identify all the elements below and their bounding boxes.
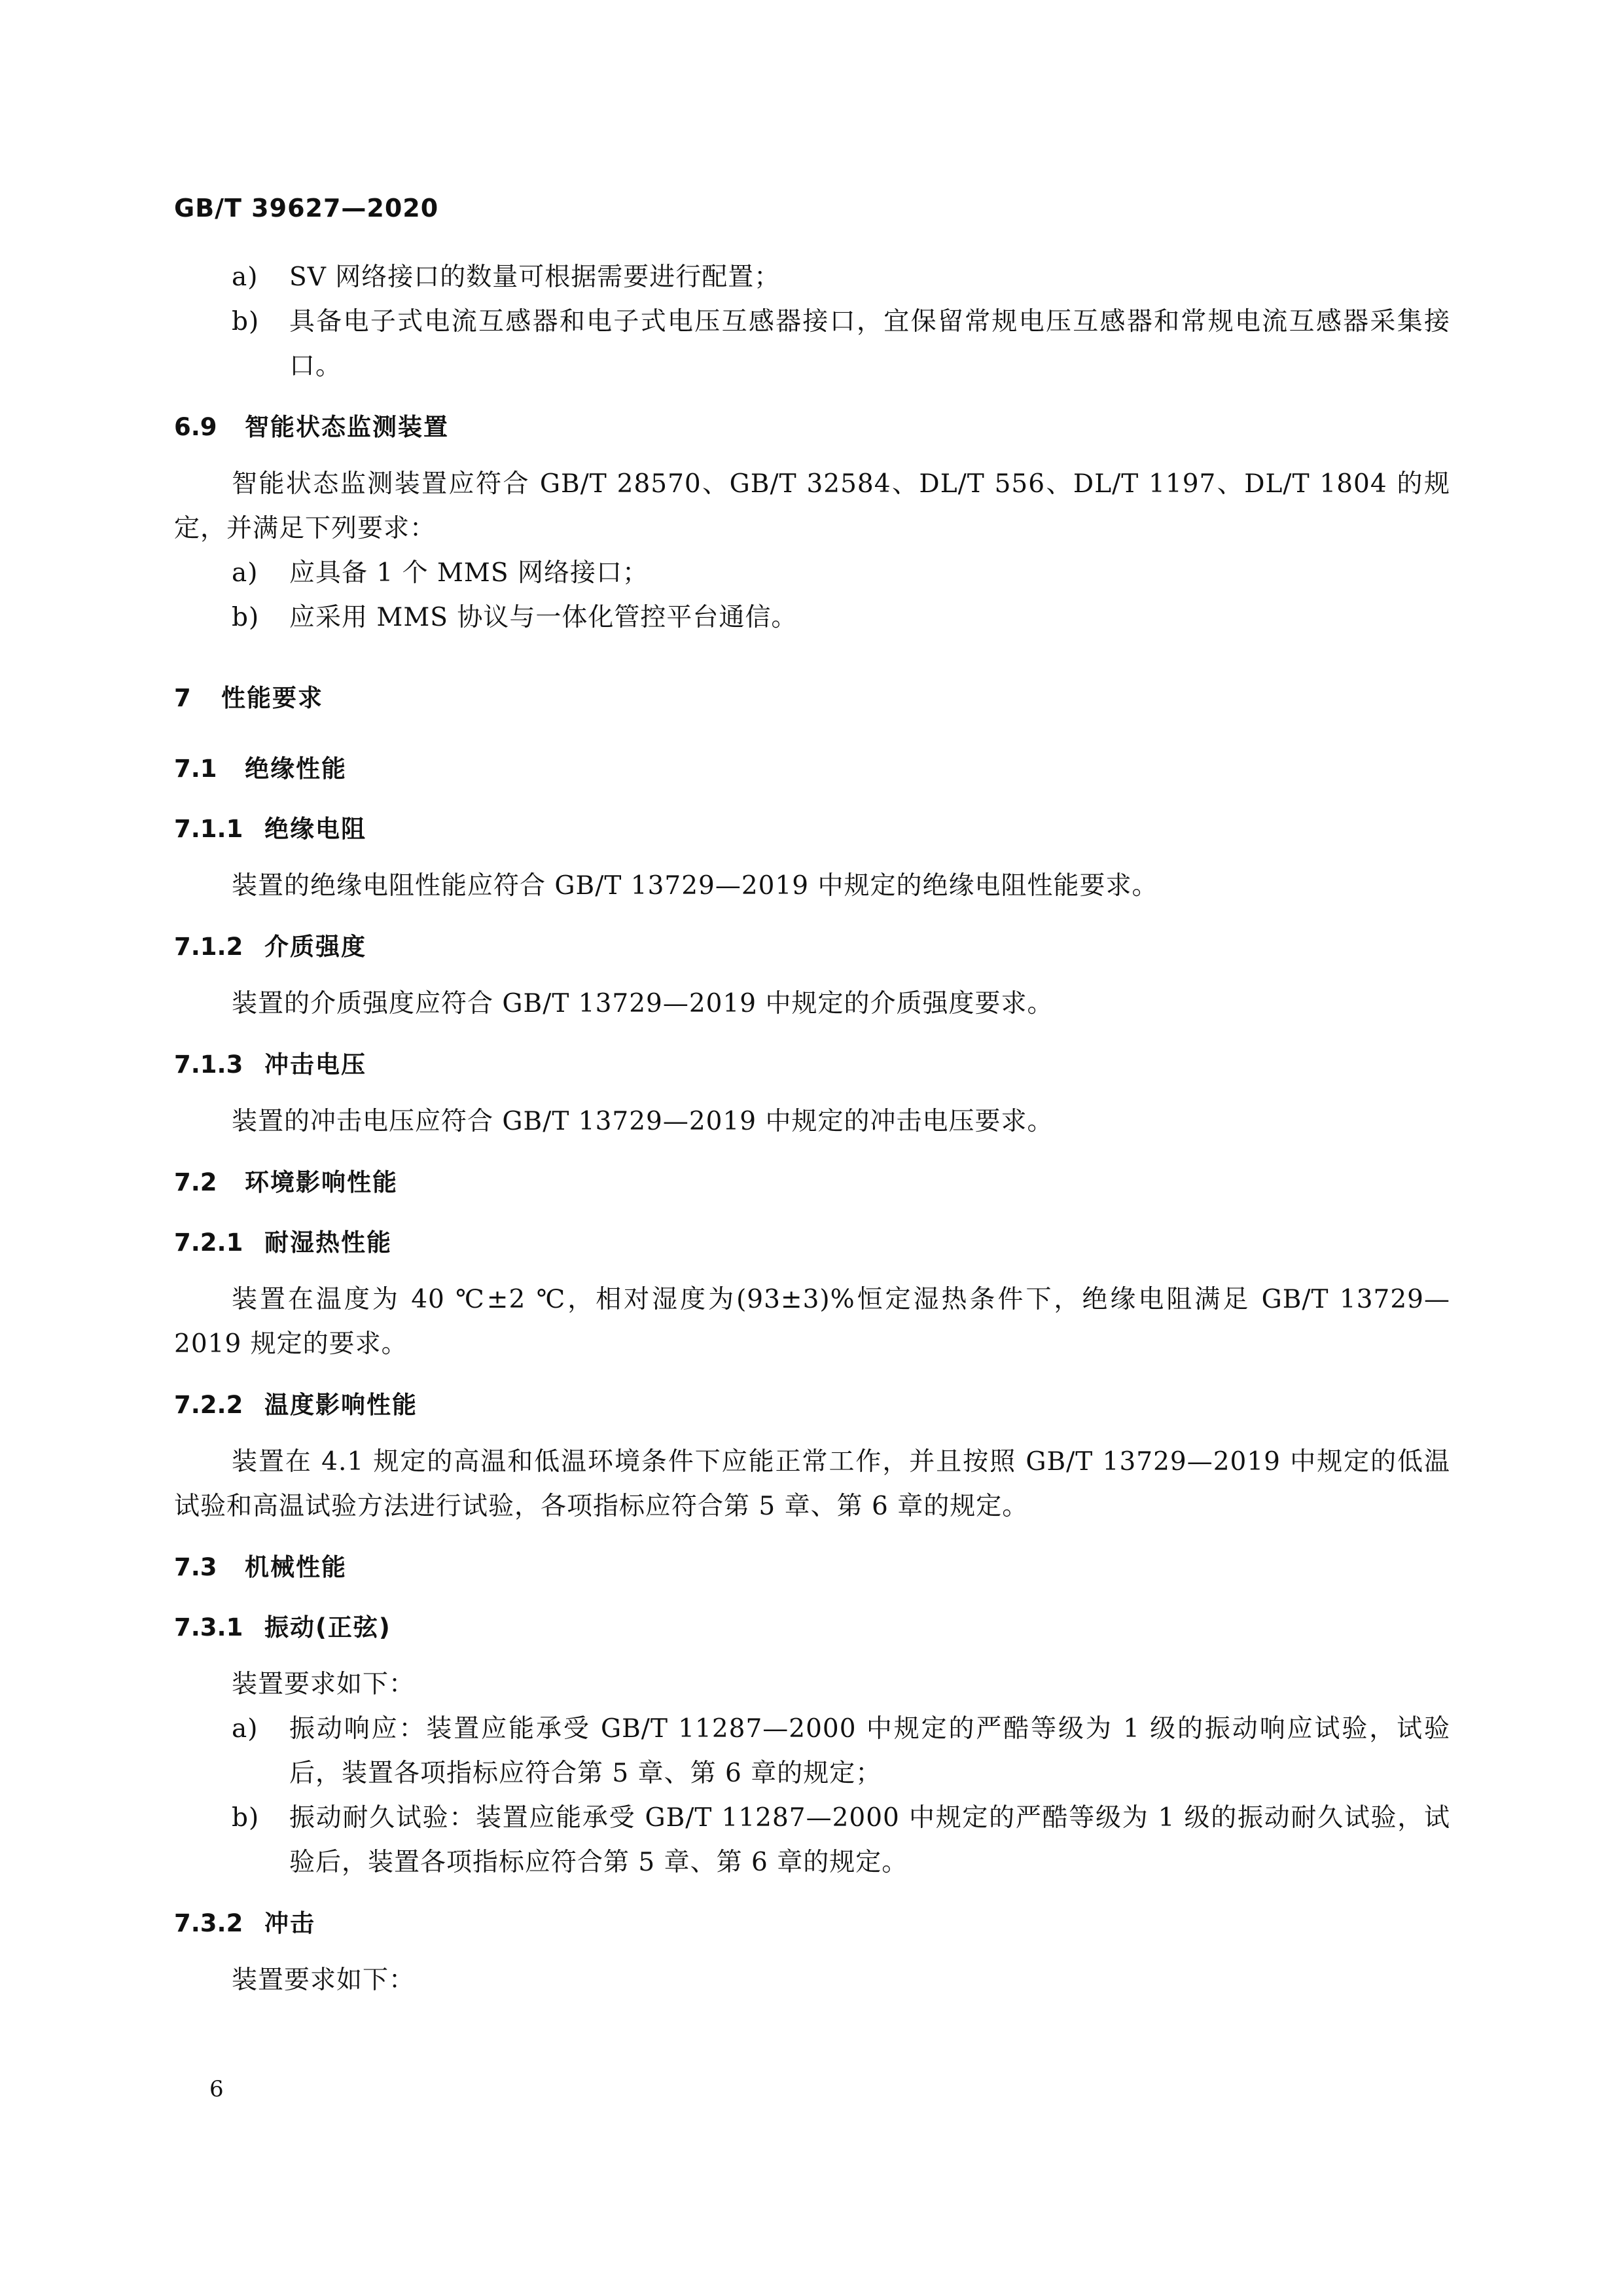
section-heading — [174, 1907, 1450, 1940]
paragraph: 装置要求如下： — [232, 1670, 416, 1699]
list-item — [174, 300, 1450, 389]
list-marker: b) — [232, 603, 260, 632]
list-item — [174, 596, 1450, 640]
section-number: 7 — [174, 684, 191, 712]
list-item-text: 应具备 1 个 MMS 网络接口； — [289, 558, 649, 588]
paragraph: 装置的绝缘电阻性能应符合 GB/T 13729—2019 中规定的绝缘电阻性能要求。 — [232, 871, 1158, 901]
section-title: 冲击 — [264, 1909, 315, 1937]
section-heading — [174, 753, 1450, 785]
section-number: 7.1.1 — [174, 815, 243, 843]
list-marker: a) — [232, 262, 259, 292]
list-item-text: 振动响应：装置应能承受 GB/T 11287—2000 中规定的严酷等级为 1 级的振动响应试验，试验后，装置各项指标应符合第 5 章、第 6 章的规定； — [289, 1714, 1450, 1788]
section-heading — [174, 931, 1450, 963]
section-heading — [174, 1166, 1450, 1199]
list-item — [174, 1707, 1450, 1796]
list-item-text: 应采用 MMS 协议与一体化管控平台通信。 — [289, 603, 798, 632]
list-item — [174, 255, 1450, 300]
section-title: 智能状态监测装置 — [245, 413, 449, 441]
paragraph: 装置的冲击电压应符合 GB/T 13729—2019 中规定的冲击电压要求。 — [232, 1107, 1054, 1136]
section-title: 性能要求 — [221, 684, 323, 712]
list-item-text: 具备电子式电流互感器和电子式电压互感器接口，宜保留常规电压互感器和常规电流互感器采集接口。 — [289, 307, 1450, 381]
section-number: 7.2.2 — [174, 1391, 243, 1419]
section-number: 7.2 — [174, 1168, 217, 1196]
section-number: 7.2.1 — [174, 1229, 243, 1257]
paragraph: 装置在温度为 40 ℃±2 ℃，相对湿度为(93±3)%恒定湿热条件下，绝缘电阻满足 GB/T 13729—2019 规定的要求。 — [174, 1285, 1450, 1359]
section-heading — [174, 1389, 1450, 1422]
section-number: 7.3.1 — [174, 1613, 243, 1641]
list-marker: a) — [232, 558, 259, 588]
document-code: GB/T 39627—2020 — [174, 194, 439, 223]
list-marker: b) — [232, 1803, 260, 1833]
paragraph: 装置要求如下： — [232, 1965, 416, 1995]
paragraph: 智能状态监测装置应符合 GB/T 28570、GB/T 32584、DL/T 556、DL/T 1197、DL/T 1804 的规定，并满足下列要求： — [174, 469, 1450, 543]
section-heading — [174, 1611, 1450, 1644]
list-item — [174, 551, 1450, 596]
list-marker: b) — [232, 307, 260, 336]
paragraph: 装置在 4.1 规定的高温和低温环境条件下应能正常工作，并且按照 GB/T 13729—2019 中规定的低温试验和高温试验方法进行试验，各项指标应符合第 5 章、第 6 章的规定。 — [174, 1447, 1450, 1521]
section-number: 7.1 — [174, 755, 217, 783]
section-title: 绝缘性能 — [245, 755, 347, 783]
section-title: 介质强度 — [264, 933, 366, 961]
section-number: 7.3 — [174, 1553, 217, 1581]
paragraph: 装置的介质强度应符合 GB/T 13729—2019 中规定的介质强度要求。 — [232, 989, 1054, 1018]
list-item-text: 振动耐久试验：装置应能承受 GB/T 11287—2000 中规定的严酷等级为 1 级的振动耐久试验，试验后，装置各项指标应符合第 5 章、第 6 章的规定。 — [289, 1803, 1450, 1877]
section-title: 温度影响性能 — [264, 1391, 418, 1419]
list-marker: a) — [232, 1714, 259, 1744]
section-title: 振动(正弦) — [264, 1613, 391, 1641]
list-item — [174, 1796, 1450, 1885]
section-title: 绝缘电阻 — [264, 815, 366, 843]
section-title: 冲击电压 — [264, 1050, 366, 1079]
section-heading — [174, 1049, 1450, 1081]
section-heading — [174, 411, 1450, 444]
document-body — [174, 255, 1450, 2003]
section-heading — [174, 813, 1450, 846]
section-title: 耐湿热性能 — [264, 1229, 392, 1257]
section-number: 6.9 — [174, 413, 217, 441]
section-number: 7.3.2 — [174, 1909, 243, 1937]
page-number: 6 — [209, 2076, 224, 2102]
section-number: 7.1.2 — [174, 933, 243, 961]
section-number: 7.1.3 — [174, 1050, 243, 1079]
section-heading — [174, 1551, 1450, 1584]
section-heading — [174, 1227, 1450, 1259]
section-heading — [174, 682, 1450, 715]
section-title: 环境影响性能 — [245, 1168, 398, 1196]
section-title: 机械性能 — [245, 1553, 347, 1581]
list-item-text: SV 网络接口的数量可根据需要进行配置； — [289, 262, 781, 292]
